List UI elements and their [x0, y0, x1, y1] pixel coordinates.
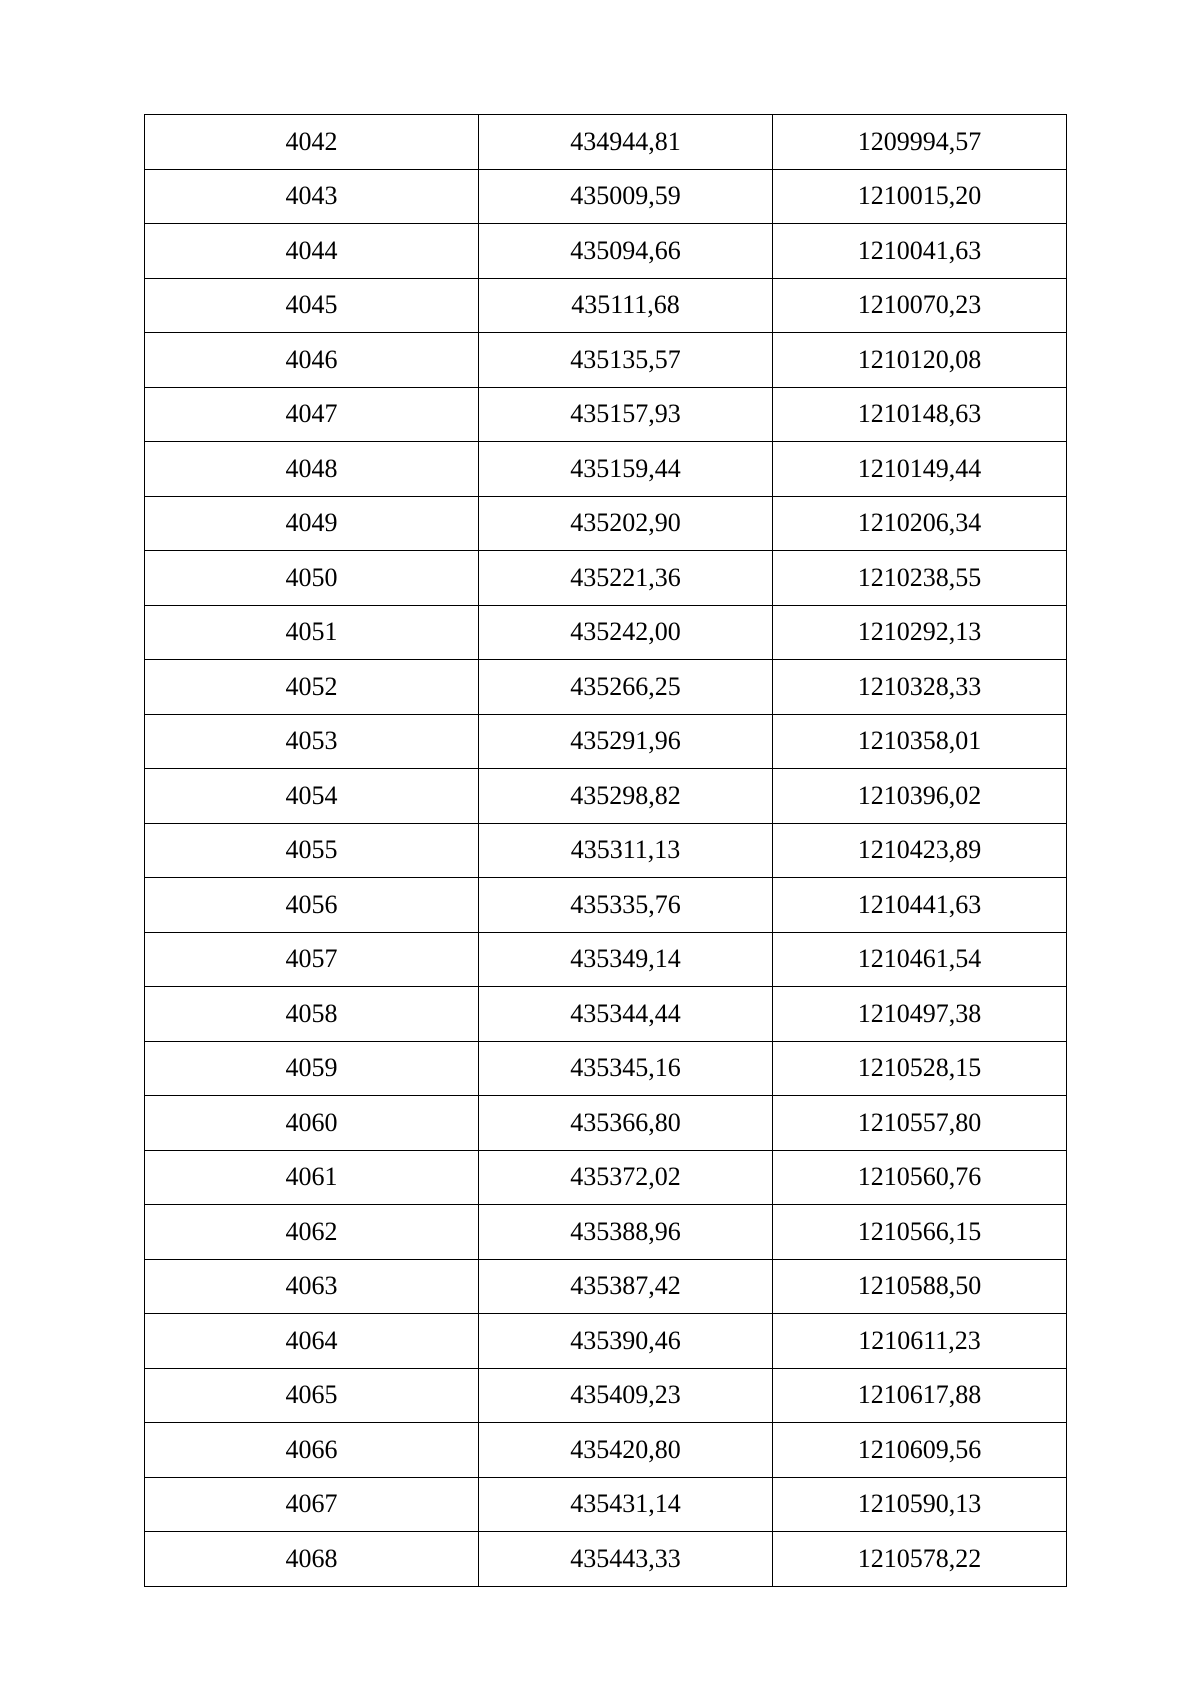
point-number-cell: 4054 — [145, 769, 479, 824]
table-row — [145, 551, 1067, 606]
point-number-cell: 4048 — [145, 442, 479, 497]
x-coordinate-cell: 435135,57 — [479, 333, 773, 388]
y-coordinate-cell: 1210461,54 — [773, 932, 1067, 987]
x-coordinate-cell: 435335,76 — [479, 878, 773, 933]
table-row — [145, 823, 1067, 878]
point-number-cell: 4049 — [145, 496, 479, 551]
y-coordinate-cell: 1210149,44 — [773, 442, 1067, 497]
point-number-cell: 4050 — [145, 551, 479, 606]
x-coordinate-cell: 435390,46 — [479, 1314, 773, 1369]
x-coordinate-cell: 435291,96 — [479, 714, 773, 769]
point-number-cell: 4051 — [145, 605, 479, 660]
x-coordinate-cell: 435221,36 — [479, 551, 773, 606]
x-coordinate-cell: 435159,44 — [479, 442, 773, 497]
x-coordinate-cell: 435009,59 — [479, 169, 773, 224]
point-number-cell: 4052 — [145, 660, 479, 715]
table-row — [145, 1314, 1067, 1369]
table-row — [145, 1477, 1067, 1532]
table-row — [145, 714, 1067, 769]
point-number-cell: 4067 — [145, 1477, 479, 1532]
y-coordinate-cell: 1210070,23 — [773, 278, 1067, 333]
coordinates-table — [144, 114, 1067, 1587]
x-coordinate-cell: 435409,23 — [479, 1368, 773, 1423]
table-row — [145, 987, 1067, 1042]
table-row — [145, 1150, 1067, 1205]
point-number-cell: 4059 — [145, 1041, 479, 1096]
table-row — [145, 1532, 1067, 1587]
table-row — [145, 878, 1067, 933]
y-coordinate-cell: 1210497,38 — [773, 987, 1067, 1042]
x-coordinate-cell: 435311,13 — [479, 823, 773, 878]
y-coordinate-cell: 1210328,33 — [773, 660, 1067, 715]
point-number-cell: 4042 — [145, 115, 479, 170]
y-coordinate-cell: 1210120,08 — [773, 333, 1067, 388]
y-coordinate-cell: 1210423,89 — [773, 823, 1067, 878]
table-row — [145, 605, 1067, 660]
x-coordinate-cell: 435443,33 — [479, 1532, 773, 1587]
table-row — [145, 1423, 1067, 1478]
point-number-cell: 4055 — [145, 823, 479, 878]
x-coordinate-cell: 435372,02 — [479, 1150, 773, 1205]
table-row — [145, 224, 1067, 279]
point-number-cell: 4062 — [145, 1205, 479, 1260]
point-number-cell: 4057 — [145, 932, 479, 987]
y-coordinate-cell: 1210566,15 — [773, 1205, 1067, 1260]
y-coordinate-cell: 1210396,02 — [773, 769, 1067, 824]
y-coordinate-cell: 1210588,50 — [773, 1259, 1067, 1314]
table-row — [145, 769, 1067, 824]
coordinates-table-body — [145, 115, 1067, 1587]
table-row — [145, 496, 1067, 551]
y-coordinate-cell: 1210292,13 — [773, 605, 1067, 660]
y-coordinate-cell: 1210617,88 — [773, 1368, 1067, 1423]
table-row — [145, 387, 1067, 442]
x-coordinate-cell: 435111,68 — [479, 278, 773, 333]
table-row — [145, 115, 1067, 170]
point-number-cell: 4064 — [145, 1314, 479, 1369]
x-coordinate-cell: 435349,14 — [479, 932, 773, 987]
point-number-cell: 4045 — [145, 278, 479, 333]
point-number-cell: 4044 — [145, 224, 479, 279]
x-coordinate-cell: 435298,82 — [479, 769, 773, 824]
x-coordinate-cell: 435242,00 — [479, 605, 773, 660]
x-coordinate-cell: 435266,25 — [479, 660, 773, 715]
table-row — [145, 169, 1067, 224]
y-coordinate-cell: 1210609,56 — [773, 1423, 1067, 1478]
point-number-cell: 4056 — [145, 878, 479, 933]
x-coordinate-cell: 435431,14 — [479, 1477, 773, 1532]
y-coordinate-cell: 1210441,63 — [773, 878, 1067, 933]
x-coordinate-cell: 435388,96 — [479, 1205, 773, 1260]
x-coordinate-cell: 435094,66 — [479, 224, 773, 279]
point-number-cell: 4061 — [145, 1150, 479, 1205]
point-number-cell: 4053 — [145, 714, 479, 769]
x-coordinate-cell: 435366,80 — [479, 1096, 773, 1151]
point-number-cell: 4065 — [145, 1368, 479, 1423]
y-coordinate-cell: 1210148,63 — [773, 387, 1067, 442]
y-coordinate-cell: 1209994,57 — [773, 115, 1067, 170]
point-number-cell: 4066 — [145, 1423, 479, 1478]
table-row — [145, 932, 1067, 987]
table-row — [145, 1259, 1067, 1314]
y-coordinate-cell: 1210358,01 — [773, 714, 1067, 769]
y-coordinate-cell: 1210611,23 — [773, 1314, 1067, 1369]
point-number-cell: 4046 — [145, 333, 479, 388]
y-coordinate-cell: 1210557,80 — [773, 1096, 1067, 1151]
y-coordinate-cell: 1210015,20 — [773, 169, 1067, 224]
x-coordinate-cell: 435344,44 — [479, 987, 773, 1042]
x-coordinate-cell: 435387,42 — [479, 1259, 773, 1314]
x-coordinate-cell: 435345,16 — [479, 1041, 773, 1096]
table-row — [145, 1368, 1067, 1423]
table-row — [145, 333, 1067, 388]
y-coordinate-cell: 1210238,55 — [773, 551, 1067, 606]
x-coordinate-cell: 435157,93 — [479, 387, 773, 442]
table-row — [145, 1041, 1067, 1096]
x-coordinate-cell: 434944,81 — [479, 115, 773, 170]
table-row — [145, 1205, 1067, 1260]
y-coordinate-cell: 1210560,76 — [773, 1150, 1067, 1205]
y-coordinate-cell: 1210528,15 — [773, 1041, 1067, 1096]
table-row — [145, 442, 1067, 497]
point-number-cell: 4068 — [145, 1532, 479, 1587]
y-coordinate-cell: 1210590,13 — [773, 1477, 1067, 1532]
table-row — [145, 278, 1067, 333]
y-coordinate-cell: 1210578,22 — [773, 1532, 1067, 1587]
x-coordinate-cell: 435420,80 — [479, 1423, 773, 1478]
point-number-cell: 4058 — [145, 987, 479, 1042]
point-number-cell: 4047 — [145, 387, 479, 442]
point-number-cell: 4063 — [145, 1259, 479, 1314]
point-number-cell: 4060 — [145, 1096, 479, 1151]
point-number-cell: 4043 — [145, 169, 479, 224]
y-coordinate-cell: 1210206,34 — [773, 496, 1067, 551]
table-row — [145, 1096, 1067, 1151]
x-coordinate-cell: 435202,90 — [479, 496, 773, 551]
table-row — [145, 660, 1067, 715]
y-coordinate-cell: 1210041,63 — [773, 224, 1067, 279]
